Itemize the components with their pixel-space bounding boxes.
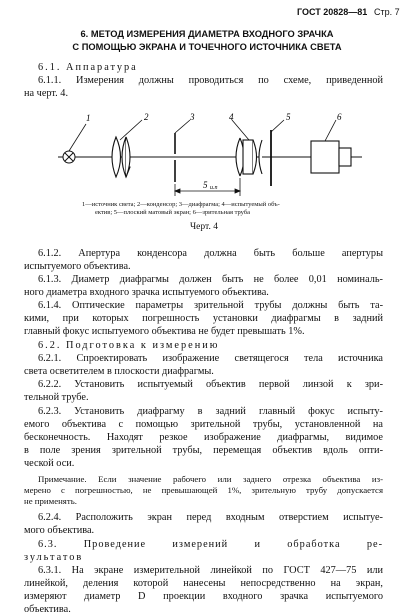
note-line1: Примечание. Если значение рабочего или заднего отрезка объектива из- (38, 474, 383, 484)
condenser-lenses (112, 137, 130, 177)
para-6-1-4-line3: главный фокус испытуемого объектива не будет превышать 1%. (24, 326, 305, 337)
para-6-2-1-line2: света осветителем в плоскости диафрагмы. (24, 366, 214, 377)
section-title-line1: 6. МЕТОД ИЗМЕРЕНИЯ ДИАМЕТРА ВХОДНОГО ЗРАЧКА (80, 29, 334, 39)
figure-caption-line2: ектив; 5—плоский матовый экран; 6—зрительная труба (95, 209, 251, 216)
standard-number: ГОСТ 20828—81 (297, 7, 368, 17)
figure-caption-line1: 1—источник света; 2—конденсор; 3—диафрагма; 4—испытуемый объ- (82, 201, 280, 208)
label-2: 2 (144, 112, 149, 122)
leader-lines (69, 120, 336, 151)
para-6-1-2-line1: 6.1.2. Апертура конденсора должна быть больше апертуры (38, 248, 383, 259)
dimension-subscript: и.п (210, 185, 218, 191)
label-3: 3 (190, 112, 195, 122)
heading-6-2: 6.2. Подготовка к измерению (38, 340, 220, 351)
para-6-1-3-line1: 6.1.3. Диаметр диафрагмы должен быть не более 0,01 номиналь- (38, 274, 383, 285)
dimension-label: 5 (203, 180, 208, 190)
note-line3: не применять. (24, 496, 77, 506)
para-6-2-3-line2: емого объектива с помощью зрительной трубы, установленной на (24, 419, 383, 430)
para-6-3-1-line1: 6.3.1. На экране измерительной линейкой по ГОСТ 427—75 или (38, 565, 383, 576)
light-source-symbol (63, 151, 75, 163)
para-6-1-3-line2: ного диаметра входного зрачка испытуемого объектива. (24, 287, 269, 298)
para-6-2-2-line1: 6.2.2. Установить испытуемый объектив первой линзой к зри- (38, 379, 383, 390)
label-5: 5 (286, 112, 291, 122)
para-6-2-3-line4: в поле зрения зрительной трубы, перемещая объектив вдоль опти- (24, 445, 383, 456)
para-6-1-2-line2: испытуемого объектива. (24, 261, 131, 272)
para-6-1-4-line2: кими, при которых погрешность установки диафрагмы в задний (24, 313, 383, 324)
label-4: 4 (229, 112, 234, 122)
page-number: Стр. 7 (374, 7, 400, 17)
note-line2: мерено с погрешностью, не превышающей 1%, зрительную трубу допускается (24, 485, 383, 495)
para-6-1-1-line2: на черт. 4. (24, 88, 69, 99)
section-title-line2: С ПОМОЩЬЮ ЭКРАНА И ТОЧЕЧНОГО ИСТОЧНИКА СВЕТА (72, 42, 342, 52)
para-6-2-4-line2: мого объектива. (24, 525, 95, 536)
para-6-2-3-line5: ческой оси. (24, 458, 75, 469)
para-6-2-2-line2: тельной трубе. (24, 392, 89, 403)
label-1: 1 (86, 113, 91, 123)
para-6-3-1-line3: измеряют диаметр D проекции входного зрачка испытуемого (24, 591, 383, 602)
heading-6-3-line2: зультатов (24, 552, 84, 563)
figure-name: Черт. 4 (190, 222, 218, 232)
para-6-2-3-line3: бесконечность. Находят резкое изображение диафрагмы, видимое (24, 432, 383, 443)
telescope (311, 141, 351, 173)
para-6-1-1-line1: 6.1.1. Измерения должны проводиться по схеме, приведенной (38, 75, 383, 86)
para-6-1-4-line1: 6.1.4. Оптические параметры зрительной трубы должны быть та- (38, 300, 383, 311)
label-6: 6 (337, 112, 342, 122)
heading-6-1: 6.1. Аппаратура (38, 62, 138, 73)
para-6-3-1-line2: линейкой, деления которой нанесены непосредственно на экран, (24, 578, 383, 589)
para-6-2-4-line1: 6.2.4. Расположить экран перед входным отверстием испытуе- (38, 512, 383, 523)
heading-6-3-line1: 6.3. Проведение измерений и обработка ре- (38, 539, 383, 550)
para-6-2-1-line1: 6.2.1. Спроектировать изображение светящегося тела источника (38, 353, 383, 364)
para-6-2-3-line1: 6.2.3. Установить диафрагму в задний главный фокус испыту- (38, 406, 383, 417)
para-6-3-1-line4: объектива. (24, 604, 71, 615)
dimension-line (175, 178, 240, 196)
